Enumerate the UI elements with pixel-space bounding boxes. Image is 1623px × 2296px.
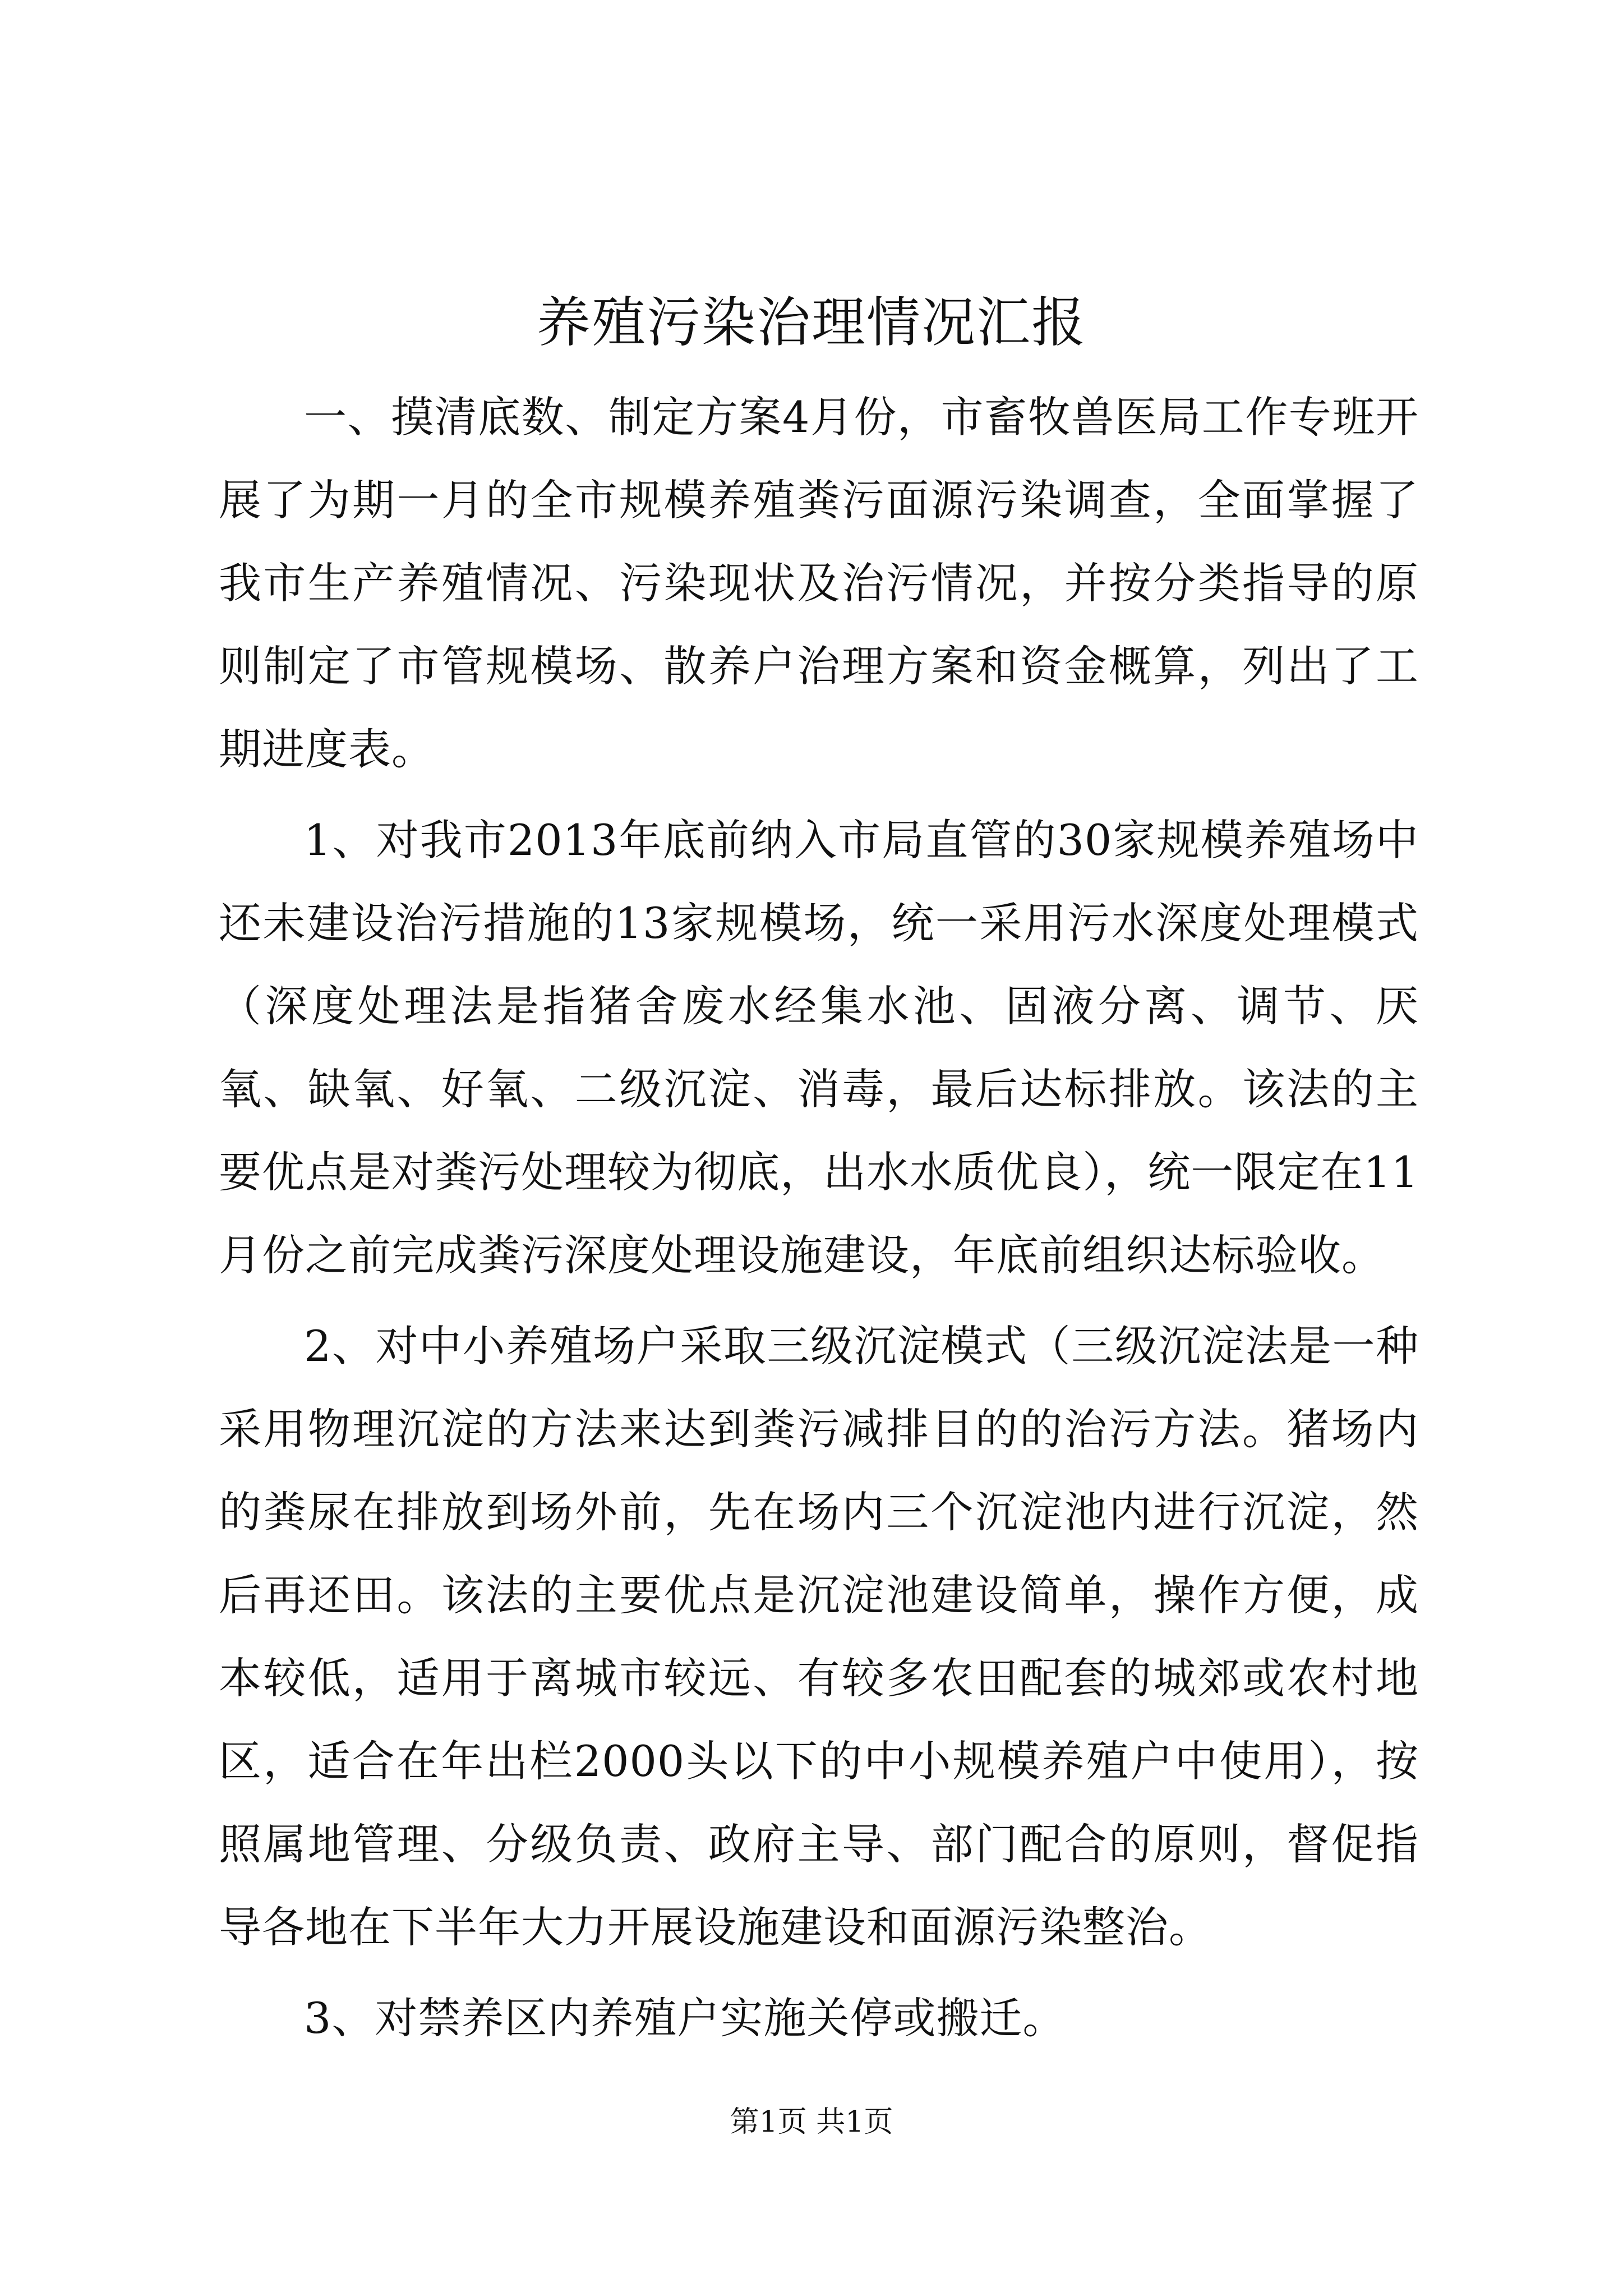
paragraph-2: 1、对我市2013年底前纳入市局直管的30家规模养殖场中还未建设治污措施的13家规模场，统一采用污水深度处理模式（深度处理法是指猪舍废水经集水池、固液分离、调节、厌氧、缺氧、好氧、二级沉淀、消毒，最后达标排放。该法的主要优点是对粪污处理较为彻底，出水水质优良），统一限定在11月份之前完成粪污深度处理设施建设，年底前组织达标验收。 bbox=[219, 815, 1419, 1280]
document-body bbox=[219, 376, 1419, 2060]
page-footer: 第1页 共1页 bbox=[730, 2105, 893, 2139]
paragraph-4: 3、对禁养区内养殖户实施关停或搬迁。 bbox=[304, 1993, 1066, 2043]
paragraph-1: 一、摸清底数、制定方案4月份，市畜牧兽医局工作专班开展了为期一月的全市规模养殖粪污面源污染调查，全面掌握了我市生产养殖情况、污染现状及治污情况，并按分类指导的原则制定了市管规模场、散养户治理方案和资金概算，列出了工期进度表。 bbox=[219, 392, 1419, 774]
paragraph-3: 2、对中小养殖场户采取三级沉淀模式（三级沉淀法是一种采用物理沉淀的方法来达到粪污减排目的的治污方法。猪场内的粪尿在排放到场外前，先在场内三个沉淀池内进行沉淀，然后再还田。该法的主要优点是沉淀池建设简单，操作方便，成本较低，适用于离城市较远、有较多农田配套的城郊或农村地区，适合在年出栏2000头以下的中小规模养殖户中使用），按照属地管理、分级负责、政府主导、部门配合的原则，督促指导各地在下半年大力开展设施建设和面源污染整治。 bbox=[219, 1321, 1419, 1952]
document-title: 养殖污染治理情况汇报 bbox=[537, 291, 1086, 354]
